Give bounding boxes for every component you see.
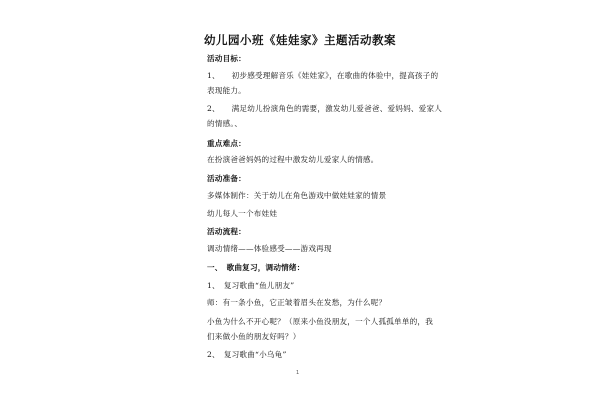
page-number: 1 (296, 370, 300, 376)
keypoint-text: 在扮演爸爸妈妈的过程中激发幼儿爱家人的情感。 (207, 155, 379, 164)
section-1-heading: 一、 歌曲复习，调动情绪： (207, 263, 305, 272)
keypoint-heading: 重点难点： (207, 139, 246, 148)
step-2: 2、 复习歌曲“小乌龟” (207, 350, 287, 359)
process-heading: 活动流程： (207, 227, 246, 236)
step-1-answer-line-1: 小鱼为什么不开心呢？（原来小鱼没朋友，一个人孤孤单单的，我 (207, 317, 434, 326)
prep-heading: 活动准备： (207, 174, 246, 183)
goal-2-line-2: 的情感。、 (207, 119, 243, 128)
step-1-question: 师：有一条小鱼，它正皱着眉头在发愁，为什么呢？ (207, 298, 387, 307)
goal-1-line-1: 1、 初步感受理解音乐《娃娃家》，在歌曲的体验中，提高孩子的 (207, 71, 439, 80)
goal-1-line-2: 表现能力。 (207, 86, 246, 95)
process-text: 调动情绪——体验感受——游戏再现 (207, 244, 332, 253)
goals-heading: 活动目标： (207, 54, 246, 63)
document-title: 幼儿园小班《娃娃家》主题活动教案 (204, 33, 396, 47)
goal-2-line-1: 2、 满足幼儿扮演角色的需要，激发幼儿爱爸爸、爱妈妈、爱家人 (207, 104, 443, 113)
step-1-answer-line-2: 们来做小鱼的朋友好吗？） (207, 332, 301, 341)
prep-item-2: 幼儿每人一个布娃娃 (207, 209, 278, 218)
step-1: 1、 复习歌曲“鱼儿朋友” (207, 281, 295, 290)
prep-item-1: 多媒体制作：关于幼儿在角色游戏中做娃娃家的情景 (207, 191, 387, 200)
